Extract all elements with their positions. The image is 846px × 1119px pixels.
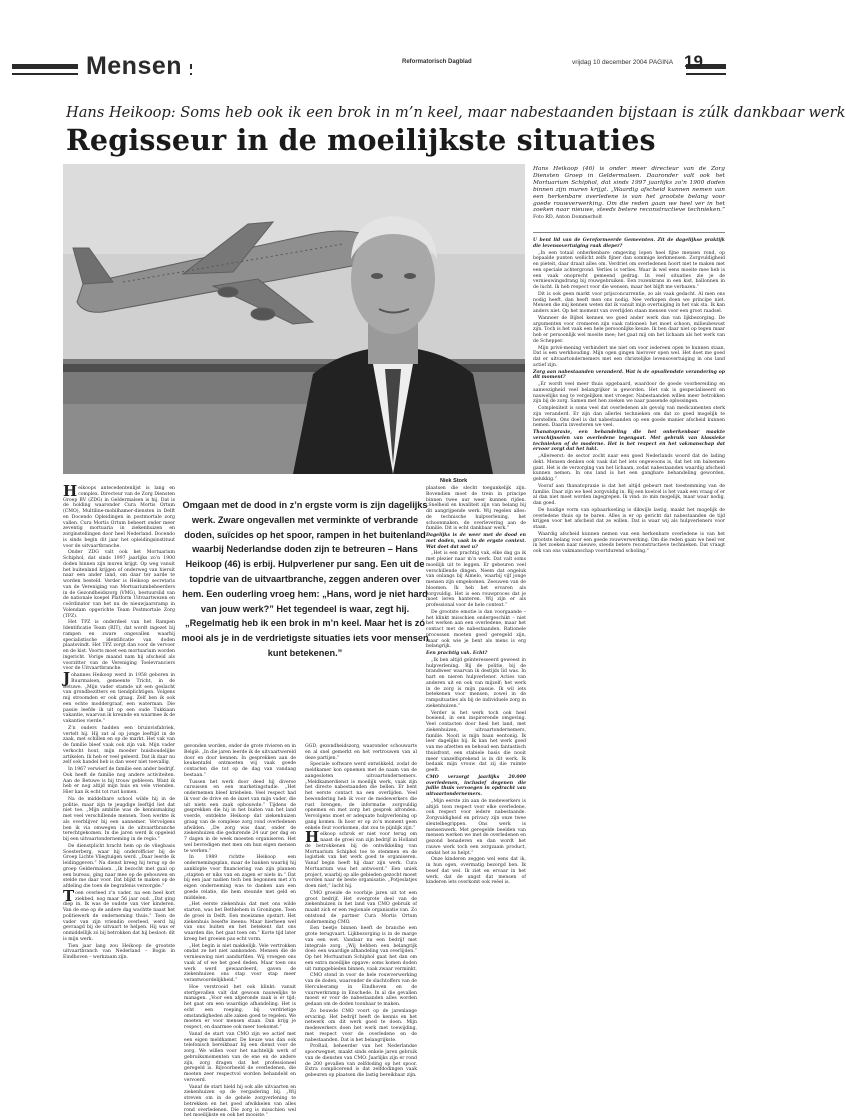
text-column-3 <box>305 744 417 1061</box>
paragraph <box>305 832 417 890</box>
paragraph: Tien jaar lang zou Heikoop de grootste uitvaartbranch van Nederland – Bogin in Eindhoven – werkzaam zijn. <box>63 944 175 961</box>
paragraph: Onze kinderen zeggen wel eens dat ik, in hun ogen, overmatig bezorgd ben. Ik besef dat wel. Ik ziet en ervaar in het werk, dat de angst dat mensen of kinderen iets overkomt ook reëel is. <box>426 857 526 886</box>
paragraph-text: eikoops antecedentenlijst is lang en complex. Directeur van de Zorg Diensten Groep BV (ZDG) in Geldermalsen is hij. Dat is de holding waaronder Cura Mortis Ortum (CMO), Multiline-mobilhamer-diensten in Delft en Docendo Opleidingen in postmortale zorg vallen. Cura Mortis Ortum beheert onder meer zeventig mortuaria in ziekenhuizen en zorginstellingen door heel Nederland. Docendo is sinds begin dit jaar het opleidingsinstituut voor de uitvaartbranche. <box>63 486 175 549</box>
paragraph: plaatsen die slecht toegankelijk zijn. Bovendien moet de trein in principe binnen twee uur weer kunnen rijden. „Snelheid en kwaliteit zijn van belang bij dit aangrijpende werk. Wij regelen alles: de technische hulpverlening, het schoonmaken, de overlevering aan de familie. Dit is echt dankbaar werk.” <box>426 486 526 532</box>
paragraph <box>63 673 175 725</box>
paragraph: Zo bouwde CMO voort op de jarenlange ervaring. Het bedrijf heeft de kennis en het netwerk om dit werk goed te doen. Mijn medewerkers doen het werk met toewijding, met respect voor de overledene en de nabestaanden. Dat is het belangrijkste. <box>305 1009 417 1044</box>
paragraph: Wanneer de Bijbel kennen we goed ander werk dan van lijkbezorging. De argumenten voor cremeren zijn vaak rationeel: het moet schoon, milieubewust zijn. Toch is het vaak een hele persoonlijke keuze. Ik ben daar niet op tegen maar heb er persoonlijk wel moeite mee; het gaat mij om het lichaam als het werk van de Schepper. <box>533 316 725 345</box>
interview-question: U bent lid van de Gereformeerde Gemeenten. Zit de dagelijkse praktijk die levensovertuiging raak dieper? <box>533 238 725 250</box>
paragraph: Het TPZ is onderdeel van het Rampen Identificatie Team (RIT), dat wordt ingezet bij rampen en zware ongevallen waarbij specialistische identificatie van doden plaatsvindt. Het TPZ zorgt dan voor de vervoer en de kist. Voorts moet een mortuarium worden ingericht. Vorige maand nam hij afscheid als voorzitter van de Vereniging Toelevranciers voor de Uitvaartbranche. <box>63 620 175 672</box>
paragraph: Z’n ouders hadden een bruinvisfabriek, vertelt hij. Hij zat al op jonge leeftijd in de zaak, met schillen en op de markt. Het vak van de familie bleef vaak ook zijn vak. Mijn vader verkocht hout, mijn moeder huishoudelijke artikelen. Ik heb er veel geleerd. Dat ik daar nu zelf ook handel heb is dan weer niet toevallig. <box>63 726 175 766</box>
caption-text: Hans Heikoop (46) is onder meer directeur van de Zorg Diensten Groep in Geldermalsen. Daaronder valt ook het Mortuarium Schiphol, dat sinds 1997 jaarlijks zo’n 1900 doden binnen zijn muren krijgt. „Waardig afscheid kunnen nemen van een herkenbare overledene is van het grootste belang voor goede rouwverwerking. Om die reden gaan we heel ver in het zoeken naar nieuwe, steeds betere reconstructieve technieken.” <box>533 166 725 213</box>
masthead <box>12 50 726 92</box>
paragraph-text: ohannes Heikoop werd in 1958 geboren in Buurmalsen, gemeente Tricht, in de Betuwe. „Mijn vader stamde uit een geslacht van grondbezitters en tiendplichtigen. Volgens mij stroomden er ook graag. Zelf ben ik ook een echte moddergraaf, een waterman. Die passie leefde ik uit op een oude Tukkiaan vakantie, waarvan ik kreunde en waarmee ik de vakanties vierde.” <box>63 673 175 724</box>
paragraph: In 1967 verwierf de familie een ander bedrijf. Ook heeft de familie nog andere activiteiten. Aan de Betuwe is hij trouw gebleven. Want ik heb er nog altijd mijn huis en vele vrienden. Hier kan ik echt tot rust komen. <box>63 767 175 796</box>
paragraph <box>63 486 175 549</box>
section-title: Mensen <box>78 50 190 82</box>
paragraph: Tussen het werk door deed hij diverse cursussen en een marketingstudie. „Het ondernemen bleef kriebelen. Veel respect had ik voor de drive en de inzet van mijn vader, die uit niets een zaak opbouwde.” Tijdens de gesprekken die hij in het buiten van het land voerde, ontdekte Heikoop dat ziekenhuizen graag van de complexe zorg rond overledenen afwilden. „De zorg was daar, onder de ziekenhuizen die gedurende 24 uur per dag en 7 dagen in de week moesten organiseren. Het wel bevredigen met men om hun eigen mensen te werken.” <box>184 780 296 855</box>
paragraph: „Er wordt veel meer thuis opgebaard, waardoor de goede voorbereiding en aanwezigheid veel belangrijker is geworden. Het vak is gespecialiseerd en nauwelijks nog te vergelijken met vroeger. Nabestaanden willen meer betrokken zijn bij de zorg. Samen met hen zoeken we naar passende oplossingen. <box>533 382 725 405</box>
paragraph: Vanaf de start van CMO zijn we actief met een eigen meldkamer. De keuze was dan ook telefonisch bereikbaar bij een dienst voor de zorg. We willen voor het nachtelijk werk of gebruiksmomenten van de ene en de andere zijn, zorg dragen dat het professioneel geregeld is. Bijvoorbeeld de overledenen, die moeten zeer respectvol worden behandeld en vervoerd. <box>184 1032 296 1084</box>
paragraph: „Ik ben altijd geïnteresseerd geweest in hulpverlening. Bij de politie, bij de brandweer waarvan ik destijds lid was. In hart en nieren hulpverlener. Acties van anderen uit en ook van mijzelf; het werk in de zorg is mijn passie. Ik wil iets betekenen voor mensen, zowel in de rampsituaties als bij de individuele zorg in ziekenhuizen.” <box>426 658 526 710</box>
paragraph: In 1989 richtte Heikoop een ondernemingsplan, maar de banken waarbij hij aanklopte voor financiering van zijn plannen „stapten er niks van en zagen er niets in.” Dat bij een jaar nadien toch ben begonnen met z’n eigen onderneming was te danken aan een goede relatie, die hem steunde met geld en middelen. <box>184 855 296 901</box>
interview-question: Dagelijks is de weer met de dood en met doden, vaak in de ergste context. Wat doet dat met u? <box>426 533 526 550</box>
paragraph: GGD, gezondheidszorg, waaronder schouwarts en al snel gemerkt en het vertrouwen van al deze partijen.” <box>305 744 417 761</box>
paragraph <box>63 891 175 943</box>
text-column-4 <box>426 486 526 1061</box>
interview-question: Zorg aan nabestaanden veranderd. Wat is de opvallendste verandering op dit moment? <box>533 370 725 382</box>
newspaper-name: Reformatorisch Dagblad <box>402 59 472 65</box>
paragraph: Hoe verstrooid het ook klinkt: vanuit sterfgevallen valt dat gewoon nauwelijks te managen. „Voor een afgeronde zaak is er tijd; het gaat om een waardige afhandeling. Het is echt een roeping, bij verdrietige omstandigheden alle zaken goed te regelen. We moeten er voor mensen staan. Dan krijg je respect, en daarmee ook meer toekomst.” <box>184 985 296 1031</box>
caption-divider <box>533 232 725 233</box>
paragraph: Mijn privé-mening verhindert me niet om voor iedereen open te kunnen staan. Dat is een werkhouding. Mijn ogen gingen hierover open wel. Het doet me goed dat er uitvaartondernemers met een christelijke levensovertuiging in ons land actief zijn. <box>533 346 725 369</box>
paragraph: „Mijn eerste zin aan de medewerkers is altijd: toon respect voor elke overledene, ook respect voor iedere nabestaande. Zorgvuldigheid en privacy zijn onze twee sleutelbegrippen. Ons werk is mensenwerk. Met geregelde beelden van mensen werken we met de overledenen en gezond benaderen en dan wordt het rauwe werk toch een zorgzaam product, omdat het zo helpt.” <box>426 799 526 857</box>
paragraph: ProRail, beheerder van het Nederlandse spoorwegnet, maakt sinds enkele jaren gebruik van de diensten van CMO. Jaarlijks zijn er rond de 200 gevallen van zelfdoding op het spoor. Extra complicerend is dat zelfdodingen vaak gebeuren op plaatsen die lastig bereikbaar zijn. <box>305 1044 417 1079</box>
interview-question: CMO verzorgt jaarlijks 20.000 overledenen, inclusief degenen die jullie thuis vervoegen in opdracht van uitvaartondernemers. <box>426 775 526 798</box>
paragraph: Complexiteit is soms veel dat overledenen als gevolg van medicamenten sterk zijn veranderd. Er zijn dan allerlei technieken om dat zo goed mogelijk te herstellen. Ons doel is dat nabestaanden op een goede manier afscheid kunnen nemen. Daarin investeren we veel. <box>533 406 725 429</box>
interview-question: Thanatopraxie, een behandeling die het onherkenbaar maakte verschijnselen van overledene tegengaat. Met gebruik van klassieke technieken of de moderne. Het is het respect en het vakmanschap dat ervoor zorgt dat het lukt. <box>533 430 725 453</box>
paragraph: De grootste emotie is dan voorgaande – het klinkt misschien ondergeschikt – niet het werken aan een overledene, maar het contact met de nabestaanden. Rationele processen moeten goed geregeld zijn, maar ook wie je bent als mens is erg belangrijk. <box>426 610 526 650</box>
paragraph-text: eikoop schrok er niet voor terug om naast de groei van zijn bedrijf in Holland de betrokkenen bij de ontwikkeling van Mortuarium Schiphol toe te stemmen en de logistiek van het werk goed te organiseren. Vanaf begin heeft hij daar zijn werk. Cura Mortuarium was het antwoord.” Een uniek project, waarbij op alle gebieden gezocht moest worden naar de beste organisatie. „Potjeslatjes doen niet,” lacht hij. <box>305 832 417 889</box>
page-number: 19 <box>684 52 703 72</box>
paragraph: Na de middelbare school wilde hij in de politie, maar zijn te jeugdige leeftijd liet dat niet toe. „Mijn ambitie was de kennismaking met veel verschillende mensen. Toen werkte ik als overblijver bij een aannemer. Vervolgens ben ik via omwegen in de uitvaartbranche terechtgekomen. In die jaren werd ik opgeleid bij een uitvaartonderneming in de regio.” <box>63 797 175 843</box>
drop-cap: H <box>305 832 319 843</box>
drop-cap: T <box>63 891 74 902</box>
paragraph: CMO groeide de voorbije jaren uit tot een groot bedrijf. Het overgrote deel van de ziekenhuizen in het land van CMO gebruik of maakt zich er een regionale organisatie van. Zo ontstond de partner Cura Mortis Ortum onderneming CMO. <box>305 891 417 926</box>
paragraph: Vooraf aan thanatopraxie is dat het altijd gebeurt met toestemming van de familie. Daar zijn we heel zorgvuldig in. Bij een koelcel is het vaak een vraag of er al dan niet moet worden ingegrepen. Ik vind: zo min mogelijk, maar waar nodig, dan goed. <box>533 484 725 507</box>
article-photo <box>63 164 525 474</box>
paragraph: „Allereerst: de sector zocht naar een goed Nederlands woord dat de lading dekt. Mensen denken ook vaak dat het iets ongewoons is, dat het om balsemen gaat. Het is de verzorging van het lichaam, zodat nabestaanden waardig afscheid kunnen nemen. In ons land is het een gangbare behandeling geworden, gelukkig.” <box>533 454 725 483</box>
paragraph: Speciale software werd ontwikkeld, zodat de meldkamer kon opnemen met de naam van de aangesloten uitvaartondernemers. „Meldkamerdienst is moeilijk werk, vaak zijn het directe nabestaanden die bellen. Er bent het eerste contact na een overlijden. Veel bewondering heb ik voor de medewerkers die rust brengen, de informatie zorgvuldig opnemen en met zorg het gesprek afronden. Vervolgens moet er adequate hulpverlening op gang komen. Ik hoor er op zo’n moment geen enkele fout voorkomen, dat zou te pijnlijk zijn.” <box>305 762 417 831</box>
article-headline: Regisseur in de moeilijkste situaties <box>66 123 726 157</box>
photo-illustration <box>63 164 525 474</box>
photo-credit: Niek Stork <box>440 478 467 484</box>
paragraph: Waardig afscheid kunnen nemen van een herkenbare overledene is van het grootste belang voor een goede rouwverwerking. Om die reden gaan we heel ver in het zoeken naar nieuwe, steeds betere reconstructieve technieken. Dat vraagt ook van ons vakmanschap voortdurend scholing.” <box>533 532 725 555</box>
paragraph: „Het begin is niet makkelijk. Vele vertrokken omdat ze het niet aankonden. Mensen die de vernieuwing niet aandurfden. Wij vroegen ons vaak af of we het goed deden. Maar toen ons werk werd gewaardeerd, gaven de ziekenhuizen ons stap voor stap meer verantwoordelijkheid.” <box>184 944 296 984</box>
photo-caption <box>533 166 725 222</box>
drop-cap: J <box>63 673 70 684</box>
paragraph: gevonden worden, onder de grote rivieren en in België. „In die jaren leerde ik de uitvaartwereld door en door kennen. In gesprekken aan de keukentafel ontmoeten wij vaak goede contacten die tot op de dag van vandaag bestaan.” <box>184 744 296 779</box>
subheading: Een prachtig vak. Echt? <box>426 651 526 657</box>
text-column-1 <box>63 486 175 1061</box>
paragraph-text: oen overleed z’n vader, na een heel kort ziekbed, nog maar 56 jaar oud. „Dat ging diep in. Ik was de oudste van vier kinderen. Van de ene op de andere dag wachtte naast het politiewerk de onderneming thuis.” Toen de vader van zijn vriendin overleed, werd hij gevraagd bij de uitvaart te helpen. Hij was er onmiddellijk zó bij betrokken dat hij besloot: dit is mijn werk. <box>63 891 175 942</box>
article-kicker: Hans Heikoop: Soms heb ook ik een brok in m’n keel, maar nabestaanden bijstaan is zúlk dankbaar werk <box>66 104 726 121</box>
paragraph: Verder is het werk toch ook heel boeiend, in een inspirerende omgeving. Veel contacten door heel het land, met ziekenhuizen, uitvaartondernemers, familie. Nooit is mijn baan eentonig. Ik leer dagelijks bij. Ik kan het werk goed van me afzetten en behoud een fantastisch thuisfront, een stabiele basis die nooit meer vanzelfsprekend is in dit werk. Ik bedank mijn vrouw dat zij die ruimte geeft. <box>426 711 526 774</box>
paragraph: „Het eerste ziekenhuis dat met ons wilde starten, was het Bethlehem in Groningen. Toen de groei in Delft. Een moeizame opstart. Het ziekenhuis besefte ineens: Maar hierheen wel van ons buiten en het betekent dat ons waarden die, het gaat toen om.” Korte tijd later kreeg het groeien pas echt vorm. <box>184 902 296 942</box>
paragraph: De huidige vorm van opbaarkoeling is dikwijls lastig, maakt het mogelijk de overledene thuis op te baren. Alles is er op gericht dat nabestaanden de tijd krijgen voor het afscheid dat ze willen. Dat is waar wij als hulpverleners voor staan. <box>533 508 725 531</box>
paragraph: Een beetje binnen heeft de branche een grote terugvaart. Lijkbezorging is in de marge van een wet. Vandaar nu een bedrijf met integrale zorg. „Wij hebben een belangrijk doel: een waardige afhandeling van overlijden.” Op het Mortuarium Schiphol gaat het dan om een extra moeilijke opgave: soms komen doden uit rampgebieden binnen, vaak zwaar verminkt. <box>305 926 417 972</box>
paragraph: Dit is ook geen markt voor prijsconcurrentie, zo als vaak gedacht. Al men ons nodig heeft, dan heeft men ons nodig. Nee verkopen doen we principe niet. Mensen die mij kennen weten dat ik vanuit mijn overtuiging in het vak sta. Ik kan anders niet. Op het moment van overlijden staan mensen voor een groot raadsel. <box>533 292 725 315</box>
pullquote: Omgaan met de dood in z’n ergste vorm is zijn dagelijks werk. Zware ongevallen met verminkte of verbrande doden, suïcides op het spoor, rampen in het buitenland waarbij Nederlandse doden zijn te betreuren – Hans Heikoop (46) is erbij. Hulpverlener pur sang. Een uit de topdrie van de uitvaartbranche, zeggen anderen over hem. Een ouderling vroeg hem: „Hans, word je niet hard van jouw werk?” Het tegendeel is waar, zegt hij. „Regelmatig heb ik een brok in m’n keel. Maar het is zó mooi als je in de verdrietigste situaties iets voor mensen kunt betekenen.” <box>180 498 430 661</box>
drop-cap: H <box>63 486 77 497</box>
caption-credit: Foto RD, Anton Dommerholt <box>533 215 602 220</box>
paragraph: Onder ZDG valt ook het Mortuarium Schiphol, dat sinds 1997 jaarlijks zo’n 1900 doden binnen zijn muren krijgt. Op weg vanuit het buitenland krijgen of onderweg van hieruit naar een ander land, om daar ter aarde te worden besteld. Verder is Heikoop secretaris van de Vereniging van Mortuariumbeheerders in de Gezondheidszorg (VMG), bestuurslid van de nationale koepel Platform Uitvaartwezen en coördinator van het nu de nieuwjaarsramp in Volendam opgerichte Team Postmortale Zorg (TPZ). <box>63 550 175 619</box>
paragraph: De dienstplicht bracht hem op de vliegbasis Soesterberg, waar hij onderofficier bij de Groep Lichte Vliegtuigen werd. „Daar leerde ik leidinggeven.” Na dienst kreeg hij terug op de groep Geldermalsen. „Ik bezocht met gaal op een bureau, ging naar mee op de gebouwen en stelde me daar voor. Dat blijkt te maken op de afdeling die toen de begrafenis verzorgde.” <box>63 844 175 890</box>
paragraph: „In een totaal onherkenbare omgeving lopen heel fijne mensen rond, op bepaalde punten wellicht zelfs fijner dan sommige kerkmensen. Zorgvuldigheid en pieteit, daar draait alles om. Verdriet om overledenen hoort niet te maken met een speciale achtergrond. Verlies is verlies. Waar ik wel eens moeite mee heb is een vaak onoprecht gemeend gedrag. In veel situaties zie je de vernieuwingsdrang bij rouwgebruiken. Een rozenkrans in een kist, ballonnen in de lucht. Ik heb respect voor die wensen, maar het blijft me verbazen.” <box>533 251 725 291</box>
text-column-5 <box>533 238 725 1061</box>
paragraph: „Het is een prachtig vak, elke dag ga ik met plezier naar m’n werk. Dat valt soms moeilijk uit te leggen. Er gebeuren veel verschillende dingen. Neem dat ongeluk van onlangs bij Almelo, waarbij vijf jonge mensen zijn omgekomen. Zeeuwen van de bloemen. Ik heb het ervaren als zorgvuldig. Het is een rouwproces dat je moet leren hanteren. Wij zijn er als professional voor de hele context.” <box>426 551 526 609</box>
paragraph: CMO stond in voor de hele rouwverwerking van de doden, waaronder de slachtoffers van de Herculesramp in Eindhoven en de vuurwerkramp in Enschede. In al die gevallen moest er voor de nabestaanden alles worden gedaan om de doden toonbaar te maken. <box>305 973 417 1008</box>
text-column-2 <box>184 744 296 1061</box>
dateline: vrijdag 10 december 2004 PAGINA <box>572 59 673 66</box>
paragraph: Vanaf de start hield hij ook alle uitvaarten en ziekenhuizen op de vergadering bij. „Wij streven om in de gehele zorgverlening te betrekken en het goed afwikkelen van alles rond overledenen. Die zorg is misschien wel het moeilijkste en ook het mooiste.” <box>184 1085 296 1119</box>
